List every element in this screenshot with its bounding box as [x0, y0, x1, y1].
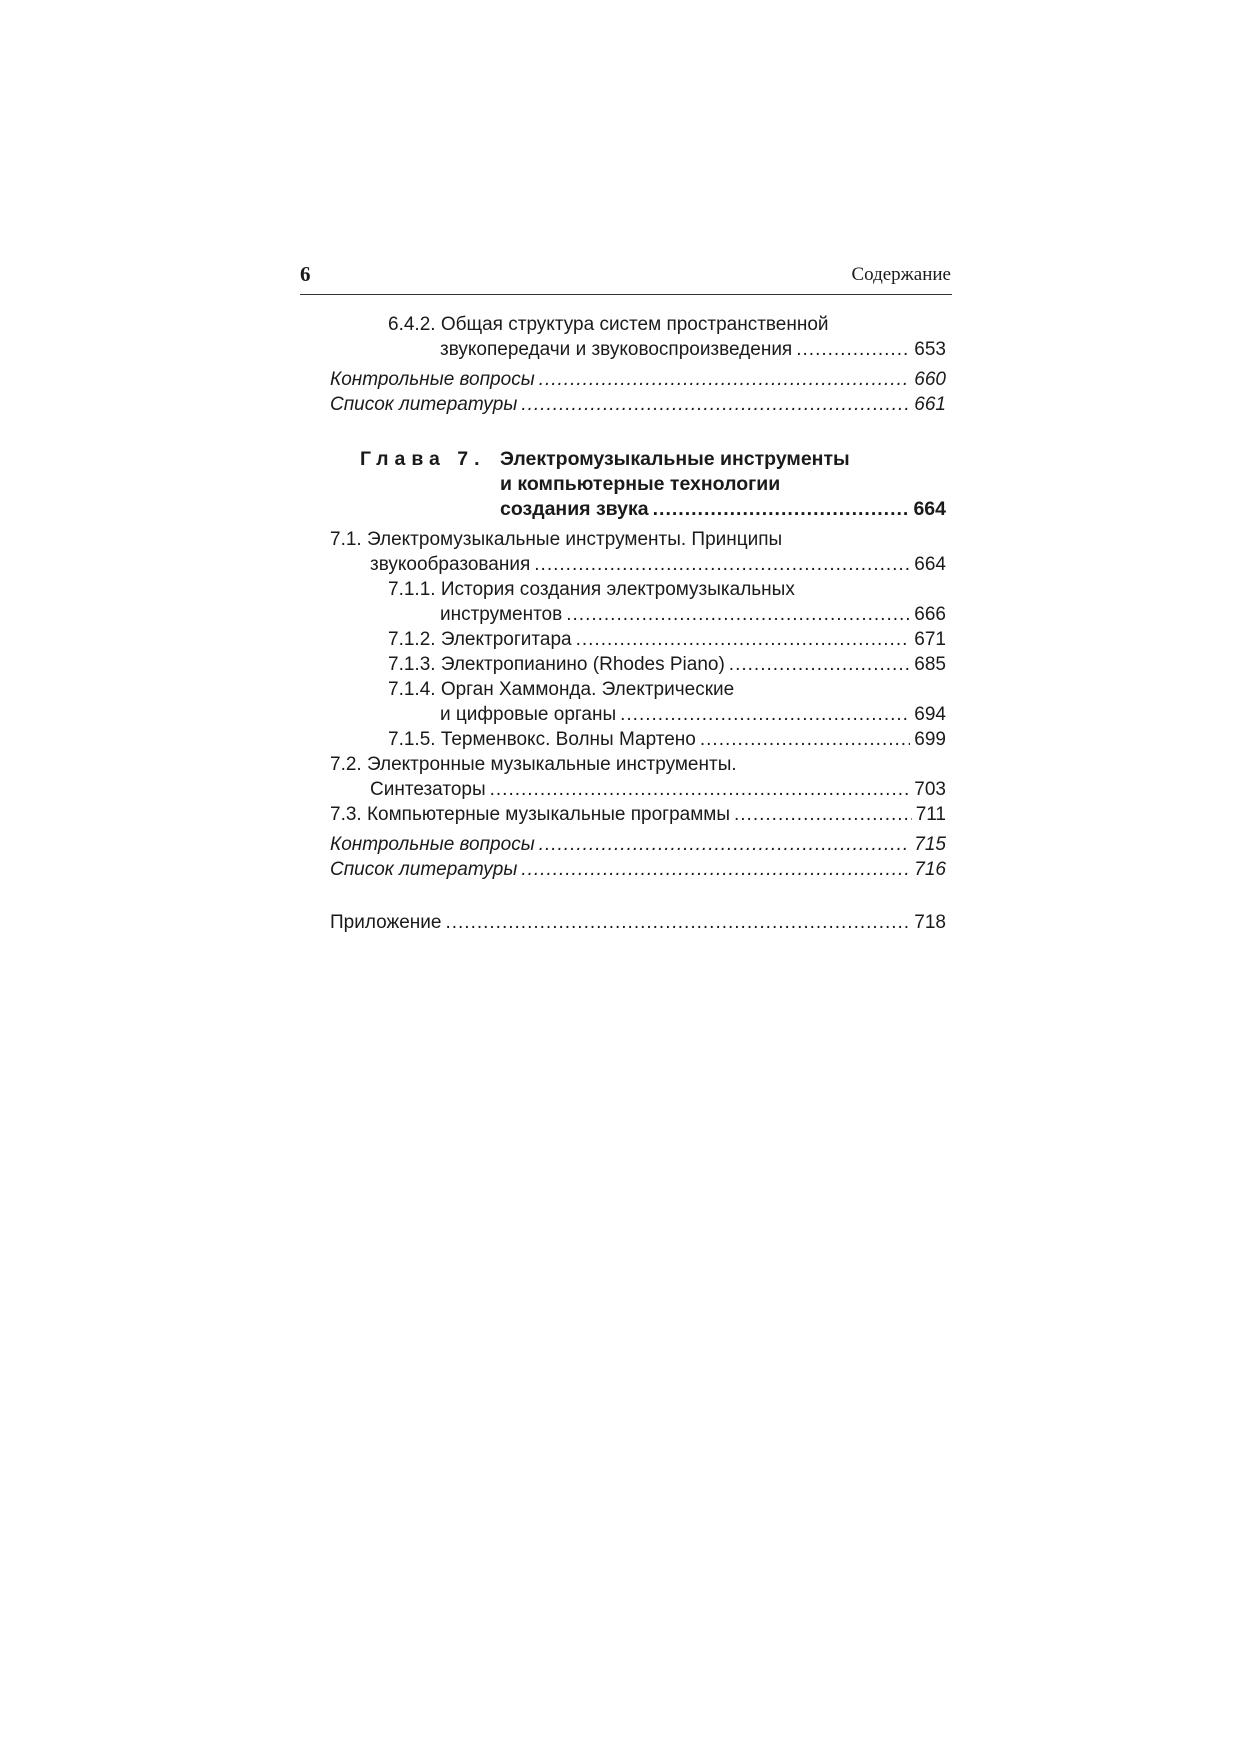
- toc-entry-7-1-line1: [330, 527, 946, 552]
- dot-leader: [576, 627, 911, 652]
- toc-entry-label: инструментов: [440, 604, 563, 625]
- toc-entry-6-4-2-line1: [330, 312, 946, 337]
- toc-entry-label: 7.1. Электромузыкальные инструменты. Принципы: [330, 529, 783, 550]
- toc-entry-7-1-3[interactable]: [330, 652, 946, 677]
- toc-entry-label: 7.2. Электронные музыкальные инструменты.: [330, 754, 737, 775]
- toc-entry-label: звукопередачи и звуковоспроизведения: [440, 339, 793, 360]
- page-number: 6: [300, 262, 311, 286]
- toc-page-number: 715: [914, 834, 946, 855]
- toc-entry-7-1-4[interactable]: [330, 702, 946, 727]
- toc-entry-label: 7.1.2. Электрогитара: [388, 629, 572, 650]
- toc-page-number: 666: [914, 604, 946, 625]
- toc-entry-label: 7.1.3. Электропианино (Rhodes Piano): [388, 654, 725, 675]
- toc-entry-label: 7.1.4. Орган Хаммонда. Электрические: [388, 679, 735, 700]
- chapter-label: Глава 7.: [360, 448, 486, 470]
- toc-entry-7-1-1-line1: [330, 577, 946, 602]
- toc-page-number: 664: [914, 554, 946, 575]
- toc-entry-label: 7.3. Компьютерные музыкальные программы: [330, 804, 730, 825]
- toc-page-number: 699: [914, 729, 946, 750]
- running-title: Содержание: [851, 264, 951, 285]
- toc-page-number: 660: [914, 369, 946, 390]
- toc-entry-7-3[interactable]: [330, 802, 946, 827]
- toc-entry-label: Приложение: [330, 912, 442, 933]
- dot-leader: [521, 857, 910, 882]
- dot-leader: [729, 652, 911, 677]
- dot-leader: [620, 702, 910, 727]
- table-of-contents: [330, 312, 946, 935]
- dot-leader: [796, 337, 910, 362]
- toc-page-number: 661: [914, 394, 946, 415]
- chapter-title-line1: Электромузыкальные инструменты: [500, 448, 850, 470]
- dot-leader: [521, 392, 910, 417]
- dot-leader: [653, 497, 910, 522]
- dot-leader: [566, 602, 910, 627]
- toc-entry-7-1-1[interactable]: [330, 602, 946, 627]
- toc-page-number: 664: [913, 498, 946, 520]
- toc-entry-6-4-2[interactable]: [330, 337, 946, 362]
- toc-entry-label: звукообразования: [370, 554, 531, 575]
- toc-entry-bibliography-7[interactable]: [330, 857, 946, 882]
- dot-leader: [700, 727, 910, 752]
- dot-leader: [539, 832, 911, 857]
- chapter-title-line2: и компьютерные технологии: [500, 473, 781, 495]
- toc-entry-7-1-5[interactable]: [330, 727, 946, 752]
- toc-entry-label: Контрольные вопросы: [330, 834, 535, 855]
- toc-entry-label: и цифровые органы: [440, 704, 617, 725]
- toc-entry-bibliography-6[interactable]: [330, 392, 946, 417]
- toc-entry-label: Синтезаторы: [370, 779, 486, 800]
- dot-leader: [490, 777, 911, 802]
- toc-entry-7-1[interactable]: [330, 552, 946, 577]
- dot-leader: [445, 910, 910, 935]
- toc-page-number: 718: [914, 912, 946, 933]
- toc-page-number: 685: [914, 654, 946, 675]
- header-rule: [300, 294, 952, 295]
- toc-entry-review-questions-7[interactable]: [330, 832, 946, 857]
- toc-page-number: 671: [914, 629, 946, 650]
- toc-entry-7-2[interactable]: [330, 777, 946, 802]
- toc-entry-7-1-2[interactable]: [330, 627, 946, 652]
- toc-page-number: 653: [914, 339, 946, 360]
- toc-entry-label: 6.4.2. Общая структура систем пространственной: [388, 314, 829, 335]
- toc-page-number: 703: [914, 779, 946, 800]
- chapter-title-line3: [330, 497, 946, 522]
- toc-entry-label: 7.1.1. История создания электромузыкальных: [388, 579, 795, 600]
- toc-page-number: 711: [915, 804, 946, 825]
- dot-leader: [734, 802, 912, 827]
- dot-leader: [534, 552, 910, 577]
- toc-entry-label: создания звука: [500, 498, 649, 520]
- toc-page-number: 716: [914, 859, 946, 880]
- toc-entry-review-questions-6[interactable]: [330, 367, 946, 392]
- toc-entry-appendix[interactable]: [330, 910, 946, 935]
- toc-entry-label: Контрольные вопросы: [330, 369, 535, 390]
- toc-entry-label: Список литературы: [330, 394, 518, 415]
- toc-entry-7-1-4-line1: [330, 677, 946, 702]
- toc-page-number: 694: [914, 704, 946, 725]
- toc-entry-label: Список литературы: [330, 859, 518, 880]
- toc-chapter-7[interactable]: [330, 447, 946, 522]
- toc-entry-label: 7.1.5. Терменвокс. Волны Мартено: [388, 729, 696, 750]
- dot-leader: [539, 367, 911, 392]
- toc-entry-7-2-line1: [330, 752, 946, 777]
